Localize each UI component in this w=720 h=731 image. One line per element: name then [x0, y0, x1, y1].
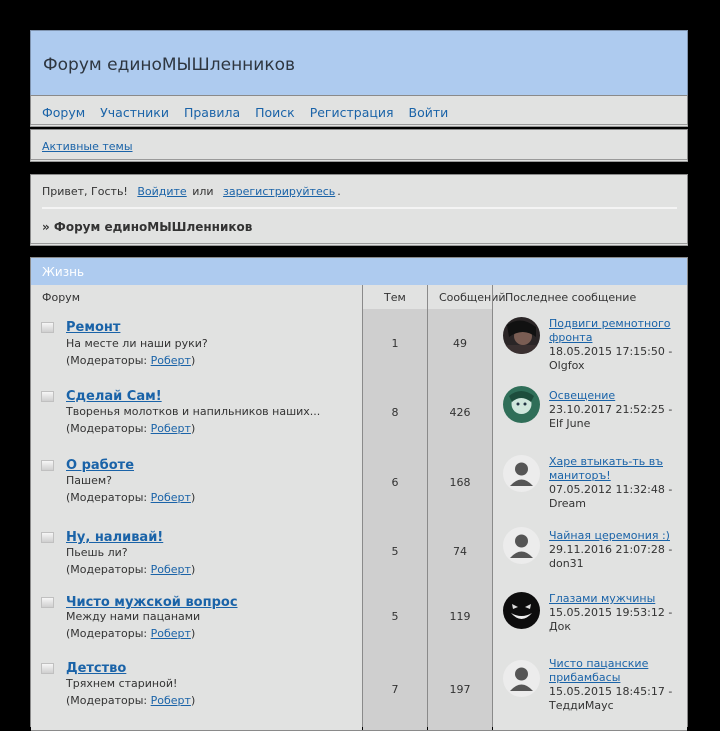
forum-moderators — [66, 563, 195, 576]
login-link[interactable]: Войдите — [137, 185, 187, 198]
last-post-date: 23.10.2017 21:52:25 - — [549, 403, 673, 416]
topic-count: 5 — [391, 610, 399, 623]
forum-row — [31, 309, 687, 379]
forum-status-icon — [41, 391, 54, 402]
post-count: 119 — [449, 610, 471, 623]
category-header — [31, 258, 687, 286]
nav-members[interactable]: Участники — [100, 105, 169, 120]
last-topic-link[interactable]: Освещение — [549, 389, 616, 402]
moderators-prefix: (Модераторы: — [66, 627, 151, 640]
category-title: Жизнь — [42, 265, 85, 279]
forum-moderators — [66, 627, 195, 640]
forum-name-link[interactable]: Сделай Сам! — [66, 389, 162, 404]
moderator-link[interactable]: Роберт — [150, 422, 191, 435]
last-post-user: Olgfox — [549, 359, 585, 372]
moderators-prefix: (Модераторы: — [66, 491, 151, 504]
forum-status-icon — [41, 322, 54, 333]
last-post-date: 18.05.2015 17:15:50 - — [549, 345, 673, 358]
forum-description: Между нами пацанами — [66, 610, 201, 623]
column-divider — [362, 285, 363, 726]
forum-status-icon — [41, 460, 54, 471]
last-topic-link[interactable]: Харе втыкать-ть въ маниторъ! — [549, 455, 663, 482]
user-avatar-icon[interactable] — [503, 527, 540, 564]
moderators-prefix: (Модераторы: — [66, 563, 151, 576]
user-avatar-icon[interactable] — [503, 386, 540, 423]
last-post-user: Док — [549, 620, 571, 633]
moderator-link[interactable]: Роберт — [150, 627, 191, 640]
topics-cell — [363, 584, 427, 650]
topic-count: 7 — [391, 683, 399, 696]
post-count: 426 — [449, 405, 471, 419]
last-post-cell — [493, 650, 687, 730]
forum-moderators — [66, 354, 195, 367]
forum-row — [31, 447, 687, 520]
site-title: Форум единоМЫШленников — [43, 55, 296, 75]
sub-nav — [30, 129, 688, 162]
moderators-suffix: ) — [190, 563, 196, 576]
post-count: 74 — [453, 544, 467, 558]
forum-description: Пашем? — [66, 474, 112, 487]
last-post-info — [549, 317, 691, 373]
last-post-user: ТеддиМаус — [549, 699, 614, 712]
forum-description: Творенья молотков и напильников наших... — [66, 405, 321, 418]
moderators-prefix: (Модераторы: — [66, 354, 151, 367]
forum-info-cell — [31, 650, 362, 730]
forum-description: Пьешь ли? — [66, 546, 128, 559]
last-post-date: 15.05.2015 18:45:17 - — [549, 685, 673, 698]
last-post-info — [549, 455, 691, 511]
posts-cell — [428, 584, 492, 650]
forum-info-cell — [31, 309, 362, 378]
forum-status-icon — [41, 663, 54, 674]
last-post-date: 15.05.2015 19:53:12 - — [549, 606, 673, 619]
topics-cell — [363, 378, 427, 447]
forum-description: На месте ли наши руки? — [66, 337, 208, 350]
forum-name-link[interactable]: Ремонт — [66, 320, 121, 335]
post-count: 49 — [453, 336, 467, 350]
topics-cell — [363, 309, 427, 378]
forum-info-cell — [31, 378, 362, 447]
forum-description: Тряхнем стариной! — [66, 677, 178, 690]
moderators-prefix: (Модераторы: — [66, 694, 151, 707]
col-topics: Тем — [384, 291, 406, 304]
last-topic-link[interactable]: Чисто пацанские прибамбасы — [549, 657, 649, 684]
col-last-post: Последнее сообщение — [505, 291, 637, 304]
forum-row — [31, 584, 687, 651]
forum-info-cell — [31, 519, 362, 584]
moderator-link[interactable]: Роберт — [150, 491, 191, 504]
forum-moderators — [66, 422, 195, 435]
col-forum: Форум — [42, 291, 80, 304]
divider — [42, 207, 677, 209]
greeting-line — [42, 185, 341, 198]
topics-cell — [363, 519, 427, 584]
last-post-date: 07.05.2012 11:32:48 - — [549, 483, 673, 496]
col-posts: Сообщений — [439, 291, 506, 304]
posts-cell — [428, 309, 492, 378]
greeting-period: . — [337, 185, 341, 198]
last-post-info — [549, 389, 691, 431]
last-post-cell — [493, 309, 687, 378]
moderator-link[interactable]: Роберт — [150, 694, 191, 707]
last-post-user: don31 — [549, 557, 584, 570]
forum-category-table — [30, 257, 688, 727]
register-link[interactable]: зарегистрируйтесь — [223, 185, 336, 198]
last-topic-link[interactable]: Подвиги ремнотного фронта — [549, 317, 671, 344]
column-header-row — [31, 285, 687, 310]
forum-row — [31, 378, 687, 448]
forum-status-icon — [41, 532, 54, 543]
last-post-info — [549, 529, 691, 571]
last-post-cell — [493, 519, 687, 584]
moderators-prefix: (Модераторы: — [66, 422, 151, 435]
forum-name-link[interactable]: Ну, наливай! — [66, 530, 164, 545]
moderator-link[interactable]: Роберт — [150, 354, 191, 367]
nav-register[interactable]: Регистрация — [309, 105, 394, 120]
last-post-cell — [493, 447, 687, 519]
moderators-suffix: ) — [190, 491, 196, 504]
or-text: или — [192, 185, 214, 198]
nav-rules[interactable]: Правила — [183, 105, 241, 120]
welcome-panel — [30, 174, 688, 246]
user-avatar-icon[interactable] — [503, 317, 540, 354]
last-post-date: 29.11.2016 21:07:28 - — [549, 543, 673, 556]
topics-cell — [363, 650, 427, 730]
user-avatar-icon[interactable] — [503, 592, 540, 629]
last-post-user: Elf June — [549, 417, 591, 430]
posts-cell — [428, 447, 492, 519]
last-topic-link[interactable]: Глазами мужчины — [549, 592, 656, 605]
forum-moderators — [66, 491, 195, 504]
last-post-info — [549, 592, 691, 634]
moderators-suffix: ) — [190, 627, 196, 640]
topic-count: 1 — [391, 336, 399, 350]
topic-count: 8 — [391, 405, 399, 419]
nav-search[interactable]: Поиск — [255, 105, 295, 120]
forum-info-cell — [31, 584, 362, 650]
last-post-info — [549, 657, 691, 713]
forum-name-link[interactable]: О работе — [66, 458, 135, 473]
forum-name-link[interactable]: Чисто мужской вопрос — [66, 595, 238, 610]
forum-header — [30, 30, 688, 96]
greeting-text: Привет, Гость! — [42, 185, 128, 198]
forum-row — [31, 650, 687, 731]
column-divider — [427, 285, 428, 726]
post-count: 168 — [449, 476, 471, 489]
post-count: 197 — [449, 683, 471, 696]
topics-cell — [363, 447, 427, 519]
breadcrumb: » Форум единоМЫШленников — [42, 220, 253, 234]
forum-status-icon — [41, 597, 54, 608]
nav-forum[interactable]: Форум — [42, 105, 86, 120]
forum-info-cell — [31, 447, 362, 519]
moderators-suffix: ) — [190, 694, 196, 707]
user-avatar-icon[interactable] — [503, 455, 540, 492]
main-nav — [30, 95, 688, 127]
forum-moderators — [66, 694, 195, 707]
moderator-link[interactable]: Роберт — [150, 563, 191, 576]
posts-cell — [428, 650, 492, 730]
nav-login[interactable]: Войти — [408, 105, 449, 120]
last-post-user: Dream — [549, 497, 586, 510]
topic-count: 6 — [391, 476, 399, 489]
moderators-suffix: ) — [190, 422, 196, 435]
forum-name-link[interactable]: Детство — [66, 661, 127, 676]
last-topic-link[interactable]: Чайная церемония :) — [549, 529, 670, 542]
active-topics-link[interactable]: Активные темы — [42, 140, 133, 153]
posts-cell — [428, 519, 492, 584]
last-post-cell — [493, 584, 687, 650]
last-post-cell — [493, 378, 687, 447]
posts-cell — [428, 378, 492, 447]
user-avatar-icon[interactable] — [503, 660, 540, 697]
column-divider — [492, 285, 493, 726]
topic-count: 5 — [391, 544, 399, 558]
forum-row — [31, 519, 687, 585]
moderators-suffix: ) — [190, 354, 196, 367]
